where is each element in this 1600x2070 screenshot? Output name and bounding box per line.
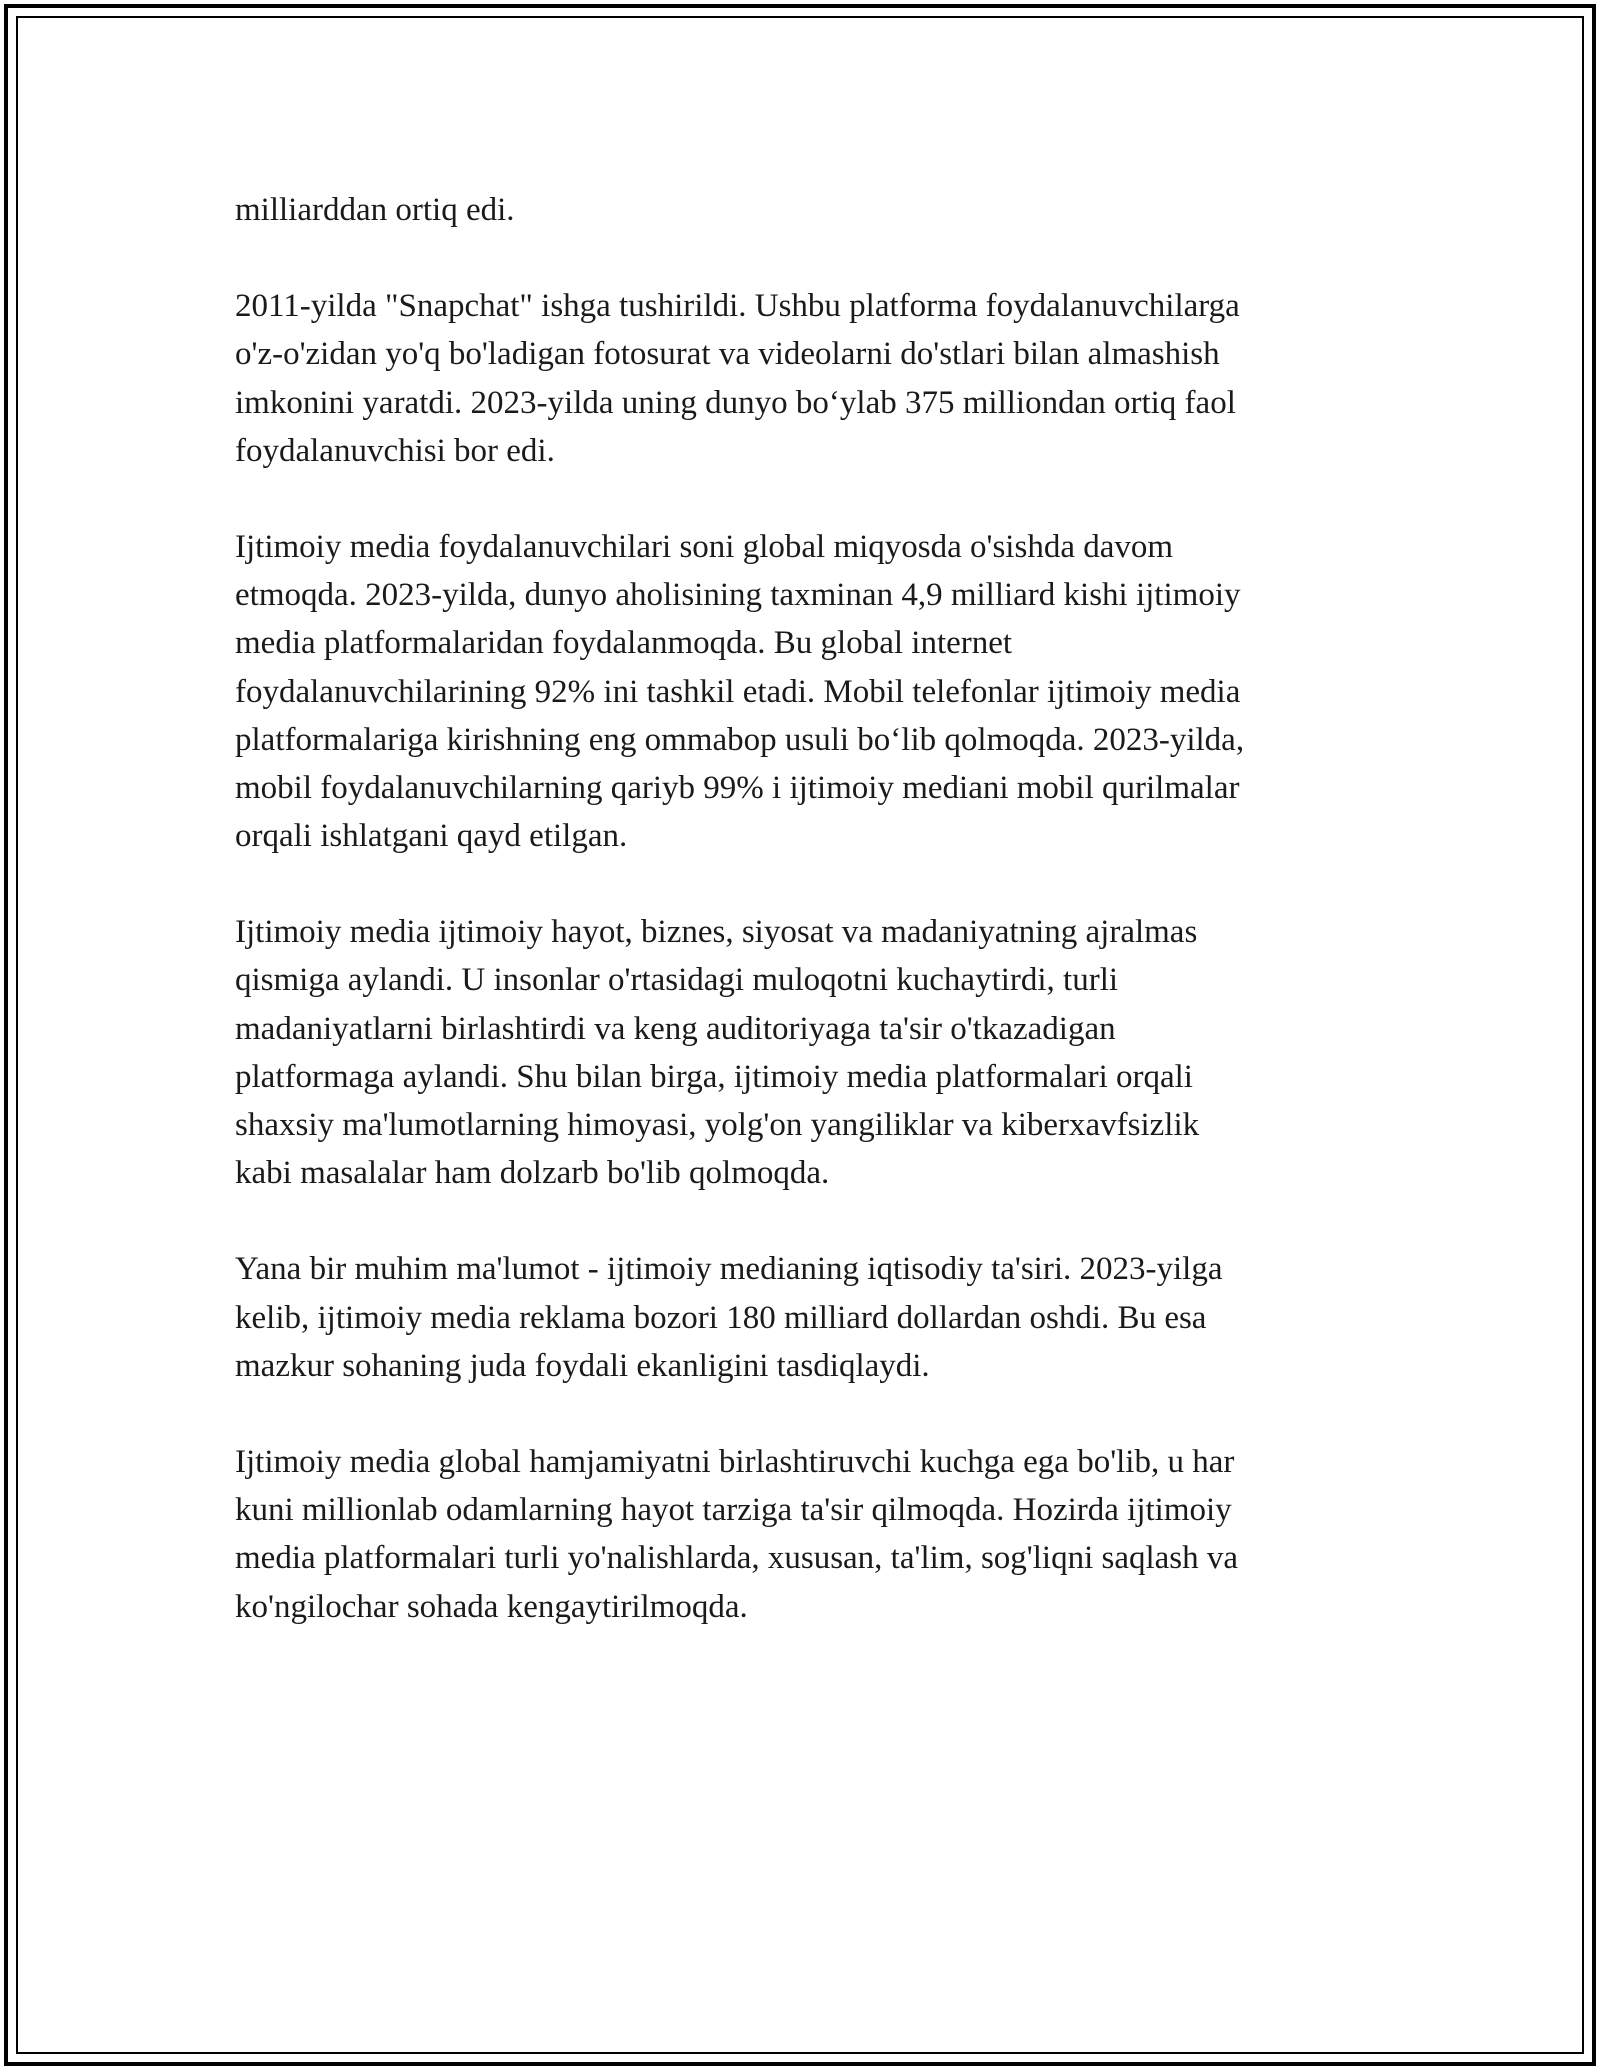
text-line: shaxsiy ma'lumotlarning himoyasi, yolg'on yangiliklar va kiberxavfsizlik: [235, 1107, 1200, 1143]
text-line: mobil foydalanuvchilarning qariyb 99% i ijtimoiy mediani mobil qurilmalar: [235, 769, 1240, 806]
text-line: platformaga aylandi. Shu bilan birga, ijtimoiy media platformalari orqali: [235, 1058, 1193, 1095]
paragraph-1: [235, 186, 1375, 234]
text-line: Ijtimoiy media ijtimoiy hayot, biznes, siyosat va madaniyatning ajralmas: [235, 914, 1198, 951]
text-line: media platformalaridan foydalanmoqda. Bu global internet: [235, 625, 1013, 662]
text-line: kabi masalalar ham dolzarb bo'lib qolmoqda.: [235, 1155, 830, 1192]
text-line: kuni millionlab odamlarning hayot tarziga ta'sir qilmoqda. Hozirda ijtimoiy: [235, 1492, 1232, 1529]
paragraph-3: [235, 523, 1375, 860]
text-line: orqali ishlatgani qayd etilgan.: [235, 818, 628, 855]
text-line: kelib, ijtimoiy media reklama bozori 180 milliard dollardan oshdi. Bu esa: [235, 1299, 1207, 1336]
text-line: etmoqda. 2023-yilda, dunyo aholisining taxminan 4,9 milliard kishi ijtimoiy: [235, 577, 1241, 614]
text-line: media platformalari turli yo'nalishlarda, xususan, ta'lim, sog'liqni saqlash va: [235, 1540, 1239, 1577]
text-line: o'z-o'zidan yo'q bo'ladigan fotosurat va videolarni do'stlari bilan almashish: [235, 336, 1220, 373]
text-line: platformalariga kirishning eng ommabop usuli bo‘lib qolmoqda. 2023-yilda,: [235, 721, 1245, 758]
text-line: mazkur sohaning juda foydali ekanligini tasdiqlaydi.: [235, 1347, 930, 1384]
paragraph-5: [235, 1245, 1375, 1390]
text-line: Yana bir muhim ma'lumot - ijtimoiy medianing iqtisodiy ta'siri. 2023-yilga: [235, 1251, 1223, 1288]
paragraph-4: [235, 908, 1375, 1197]
paragraph-6: [235, 1438, 1375, 1631]
text-line: madaniyatlarni birlashtirdi va keng auditoriyaga ta'sir o'tkazadigan: [235, 1010, 1116, 1047]
text-line: imkonini yaratdi. 2023-yilda uning dunyo bo‘ylab 375 milliondan ortiq faol: [235, 384, 1236, 421]
paragraph-2: [235, 282, 1375, 475]
text-line: foydalanuvchisi bor edi.: [235, 432, 555, 469]
text-line: Ijtimoiy media foydalanuvchilari soni global miqyosda o'sishda davom: [235, 528, 1174, 565]
text-line: 2011-yilda "Snapchat" ishga tushirildi. Ushbu platforma foydalanuvchilarga: [235, 288, 1240, 325]
text-line: milliarddan ortiq edi.: [235, 192, 515, 228]
text-line: Ijtimoiy media global hamjamiyatni birlashtiruvchi kuchga ega bo'lib, u har: [235, 1443, 1235, 1480]
text-line: qismiga aylandi. U insonlar o'rtasidagi muloqotni kuchaytirdi, turli: [235, 962, 1119, 999]
document-body: [235, 186, 1375, 1679]
text-line: ko'ngilochar sohada kengaytirilmoqda.: [235, 1588, 748, 1625]
text-line: foydalanuvchilarining 92% ini tashkil etadi. Mobil telefonlar ijtimoiy media: [235, 673, 1241, 710]
